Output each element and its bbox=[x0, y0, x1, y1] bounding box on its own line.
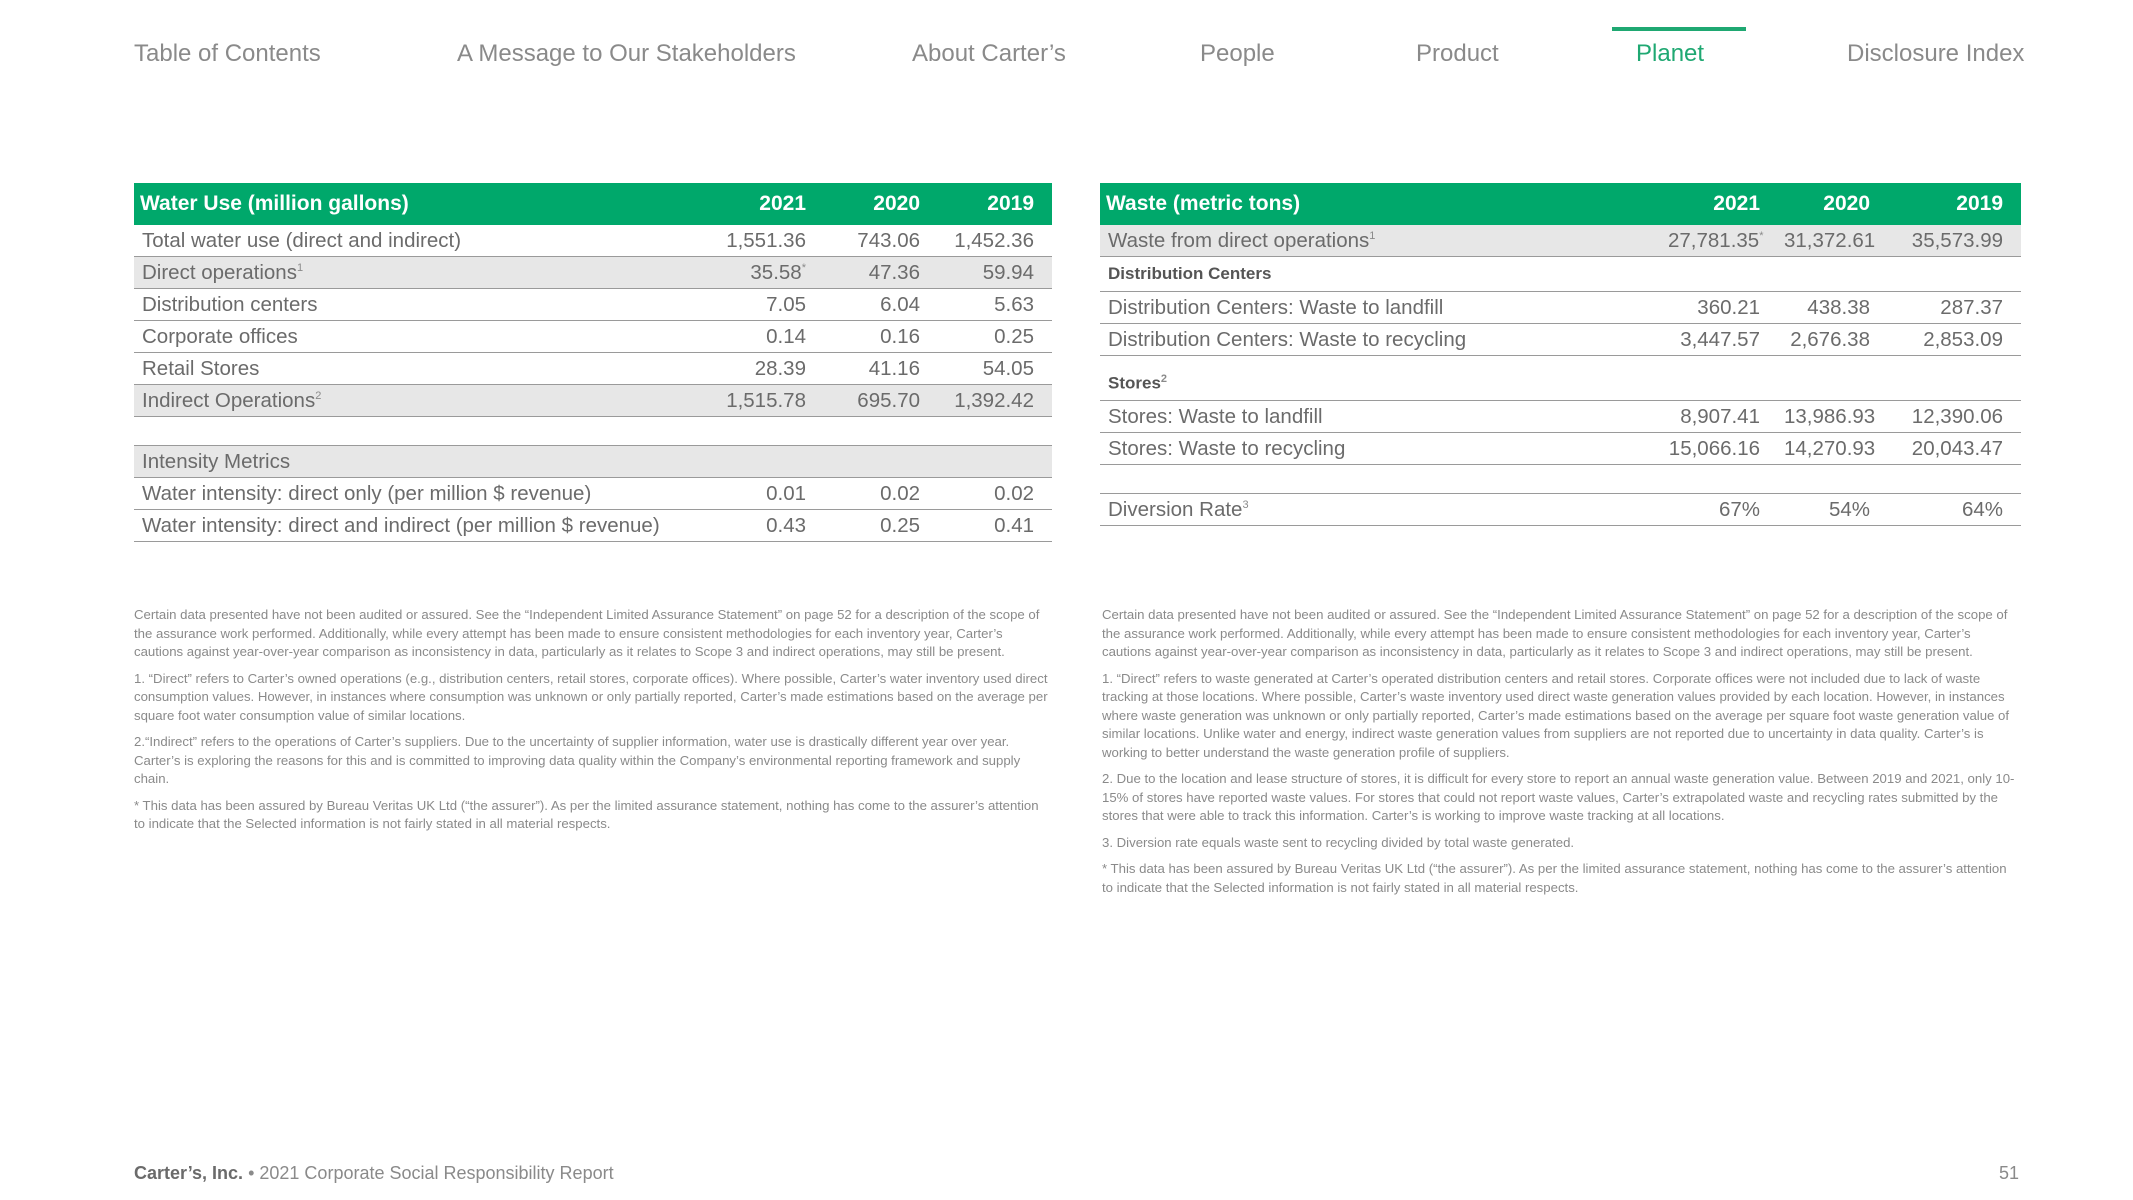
cell-value: 8,907.41 bbox=[1662, 401, 1778, 433]
row-label: Distribution Centers: Waste to landfill bbox=[1100, 292, 1662, 324]
footnote: 2.“Indirect” refers to the operations of Carter’s suppliers. Due to the uncertainty of supplier information, water use is drastically different year over year. Carter’s is exploring the reasons for this and is committed to improving data quality within the Company’s environmental reporting framework and supply chain. bbox=[134, 734, 1021, 786]
footer bbox=[134, 1163, 614, 1184]
nav-message-to-stakeholders[interactable]: A Message to Our Stakeholders bbox=[457, 40, 796, 67]
table-row bbox=[1100, 225, 2021, 257]
waste-table bbox=[1100, 183, 2021, 526]
cell-value: 13,986.93 bbox=[1778, 401, 1888, 433]
cell-value: 743.06 bbox=[824, 225, 938, 257]
footnote: 1. “Direct” refers to Carter’s owned operations (e.g., distribution centers, retail stores, corporate offices). Where possible, Carter’s water inventory used direct consumption values. However, in instances where consumption was unknown or only partially reported, Carter’s made estimations based on the average per square foot water consumption value of similar locations. bbox=[134, 670, 1048, 723]
year-header: 2021 bbox=[710, 183, 824, 225]
cell-value: 287.37 bbox=[1888, 292, 2021, 324]
table-row bbox=[134, 385, 1052, 417]
footnote-marker: 3 bbox=[1242, 498, 1249, 511]
cell-value: 1,551.36 bbox=[710, 225, 824, 257]
table-row bbox=[134, 257, 1052, 289]
cell-value-cell bbox=[1662, 225, 1778, 257]
cell-value: 41.16 bbox=[824, 353, 938, 385]
row-label: Retail Stores bbox=[134, 353, 710, 385]
row-label: Stores: Waste to recycling bbox=[1100, 433, 1662, 465]
cell-value: 6.04 bbox=[824, 289, 938, 321]
cell-value: 1,392.42 bbox=[938, 385, 1052, 417]
table-row bbox=[1100, 401, 2021, 433]
cell-value: 0.41 bbox=[938, 510, 1052, 542]
year-header: 2019 bbox=[1888, 183, 2021, 225]
row-label-cell bbox=[1100, 225, 1662, 257]
row-label-cell bbox=[134, 385, 710, 417]
spacer-row bbox=[134, 417, 1052, 446]
table-row bbox=[134, 225, 1052, 257]
row-label: Diversion Rate bbox=[1108, 497, 1243, 521]
cell-value: 5.63 bbox=[938, 289, 1052, 321]
row-label: Corporate offices bbox=[134, 321, 710, 353]
cell-value: 0.25 bbox=[938, 321, 1052, 353]
row-label: Stores: Waste to landfill bbox=[1100, 401, 1662, 433]
row-label: Intensity Metrics bbox=[134, 446, 710, 478]
row-label: Distribution Centers: Waste to recycling bbox=[1100, 324, 1662, 356]
spacer-row bbox=[1100, 465, 2021, 494]
cell-value: 35,573.99 bbox=[1888, 225, 2021, 257]
cell-value: 12,390.06 bbox=[1888, 401, 2021, 433]
section-row bbox=[1100, 356, 2021, 401]
cell-value: 360.21 bbox=[1662, 292, 1778, 324]
footnote-marker: 2 bbox=[1160, 372, 1168, 385]
year-header: 2019 bbox=[938, 183, 1052, 225]
year-header: 2021 bbox=[1662, 183, 1778, 225]
section-label: Stores bbox=[1108, 373, 1161, 393]
footnote-marker: 1 bbox=[296, 261, 304, 274]
cell-value: 0.16 bbox=[824, 321, 938, 353]
footnote: 2. Due to the location and lease structure of stores, it is difficult for every store to report an annual waste generation value. Between 2019 and 2021, only 10-15% of stores have reported waste values. For stores that could not report waste values, Carter’s extrapolated waste and recycling rates submitted by the stores that were able to track this information. Carter’s is working to improve waste tracking at all locations. bbox=[1102, 771, 2015, 823]
cell-value bbox=[824, 446, 938, 478]
cell-value: 7.05 bbox=[710, 289, 824, 321]
assured-marker: * bbox=[1759, 229, 1764, 242]
row-label: Direct operations bbox=[142, 260, 297, 284]
cell-value: 67% bbox=[1662, 494, 1778, 526]
cell-value: 0.43 bbox=[710, 510, 824, 542]
cell-value: 0.14 bbox=[710, 321, 824, 353]
cell-value bbox=[938, 446, 1052, 478]
waste-footnotes bbox=[1102, 606, 2021, 905]
table-row bbox=[134, 353, 1052, 385]
nav-disclosure-index[interactable]: Disclosure Index bbox=[1847, 40, 2025, 67]
table-row bbox=[134, 321, 1052, 353]
cell-value: 35.58 bbox=[750, 260, 802, 284]
footnote: 3. Diversion rate equals waste sent to recycling divided by total waste generated. bbox=[1102, 834, 1575, 850]
cell-value bbox=[710, 446, 824, 478]
cell-value: 0.02 bbox=[938, 478, 1052, 510]
cell-value: 1,452.36 bbox=[938, 225, 1052, 257]
cell-value: 14,270.93 bbox=[1778, 433, 1888, 465]
cell-value: 54% bbox=[1778, 494, 1888, 526]
cell-value: 2,853.09 bbox=[1888, 324, 2021, 356]
footer-separator: • bbox=[248, 1163, 255, 1183]
footnote: * This data has been assured by Bureau Veritas UK Ltd (“the assurer”). As per the limited assurance statement, nothing has come to the assurer’s attention to indicate that the Selected information is not fairly stated in all material respects. bbox=[134, 797, 1039, 831]
row-label: Total water use (direct and indirect) bbox=[134, 225, 710, 257]
waste-table-title: Waste (metric tons) bbox=[1100, 183, 1662, 225]
page-number: 51 bbox=[1998, 1163, 2019, 1183]
section-label-cell bbox=[1100, 356, 2021, 401]
cell-value: 2,676.38 bbox=[1778, 324, 1888, 356]
water-table-title: Water Use (million gallons) bbox=[134, 183, 710, 225]
table-row bbox=[134, 289, 1052, 321]
cell-value: 438.38 bbox=[1778, 292, 1888, 324]
footnote: * This data has been assured by Bureau Veritas UK Ltd (“the assurer”). As per the limited assurance statement, nothing has come to the assurer’s attention to indicate that the Selected information is not fairly stated in all material respects. bbox=[1102, 861, 2007, 895]
cell-value: 54.05 bbox=[938, 353, 1052, 385]
cell-value: 47.36 bbox=[824, 257, 938, 289]
cell-value: 64% bbox=[1888, 494, 2021, 526]
cell-value: 0.01 bbox=[710, 478, 824, 510]
row-label: Waste from direct operations bbox=[1108, 228, 1370, 252]
table-row bbox=[1100, 494, 2021, 526]
row-label: Distribution centers bbox=[134, 289, 710, 321]
assured-marker: * bbox=[801, 261, 806, 274]
footnote-marker: 1 bbox=[1369, 229, 1376, 242]
cell-value: 15,066.16 bbox=[1662, 433, 1778, 465]
year-header: 2020 bbox=[824, 183, 938, 225]
cell-value: 20,043.47 bbox=[1888, 433, 2021, 465]
cell-value: 0.25 bbox=[824, 510, 938, 542]
cell-value: 31,372.61 bbox=[1778, 225, 1888, 257]
nav-people[interactable]: People bbox=[1200, 40, 1275, 67]
row-label: Indirect Operations bbox=[142, 388, 316, 412]
year-header: 2020 bbox=[1778, 183, 1888, 225]
table-header bbox=[1100, 183, 2021, 225]
cell-value-cell bbox=[710, 257, 824, 289]
table-row bbox=[1100, 324, 2021, 356]
footnote: Certain data presented have not been audited or assured. See the “Independent Limited Assurance Statement” on page 52 for a description of the scope of the assurance work performed. Additionally, while every attempt has been made to ensure consistent methodologies for each inventory year, Carter’s cautions against year-over-year comparison as inconsistency in data, particularly as it relates to Scope 3 and indirect operations, may still be present. bbox=[1102, 607, 2008, 659]
water-use-table bbox=[134, 183, 1052, 542]
company-name: Carter’s, Inc. bbox=[134, 1163, 244, 1183]
table-row bbox=[134, 446, 1052, 478]
report-name: 2021 Corporate Social Responsibility Report bbox=[259, 1163, 614, 1183]
cell-value: 27,781.35 bbox=[1668, 228, 1760, 252]
section-row bbox=[1100, 257, 2021, 292]
nav-about-carters[interactable]: About Carter’s bbox=[912, 40, 1066, 67]
row-label: Water intensity: direct and indirect (per million $ revenue) bbox=[134, 510, 710, 542]
cell-value: 59.94 bbox=[938, 257, 1052, 289]
active-tab-indicator bbox=[1612, 27, 1746, 31]
table-row bbox=[134, 510, 1052, 542]
nav-table-of-contents[interactable]: Table of Contents bbox=[134, 40, 321, 67]
table-row bbox=[1100, 433, 2021, 465]
footnote-marker: 2 bbox=[315, 389, 322, 402]
section-label: Distribution Centers bbox=[1100, 257, 2021, 292]
footnote: Certain data presented have not been audited or assured. See the “Independent Limited Assurance Statement” on page 52 for a description of the scope of the assurance work performed. Additionally, while every attempt has been made to ensure consistent methodologies for each inventory year, Carter’s cautions against year-over-year comparison as inconsistency in data, particularly as it relates to Scope 3 and indirect operations, may still be present. bbox=[134, 607, 1040, 659]
nav-planet[interactable]: Planet bbox=[1636, 40, 1705, 67]
cell-value: 695.70 bbox=[824, 385, 938, 417]
cell-value: 0.02 bbox=[824, 478, 938, 510]
footnote: 1. “Direct” refers to waste generated at Carter’s operated distribution centers and retail stores. Corporate offices were not included due to lack of waste tracking at those locations. Where possible, Carter’s waste inventory used direct waste generation values provided by each location. However, in instances where waste generation was unknown or only partially reported, Carter’s made estimations based on the average per square foot waste generation value of similar locations. Unlike water and energy, indirect waste generation values from suppliers are not reported due to uncertainty in data quality. Carter’s is working to better understand the waste generation profile of suppliers. bbox=[1102, 670, 2010, 760]
water-footnotes bbox=[134, 606, 1052, 842]
cell-value: 3,447.57 bbox=[1662, 324, 1778, 356]
cell-value: 1,515.78 bbox=[710, 385, 824, 417]
row-label: Water intensity: direct only (per million $ revenue) bbox=[134, 478, 710, 510]
table-header bbox=[134, 183, 1052, 225]
row-label-cell bbox=[1100, 494, 1662, 526]
table-row bbox=[134, 478, 1052, 510]
nav-product[interactable]: Product bbox=[1416, 40, 1499, 67]
top-navigation bbox=[134, 0, 2025, 80]
table-row bbox=[1100, 292, 2021, 324]
row-label-cell bbox=[134, 257, 710, 289]
cell-value: 28.39 bbox=[710, 353, 824, 385]
